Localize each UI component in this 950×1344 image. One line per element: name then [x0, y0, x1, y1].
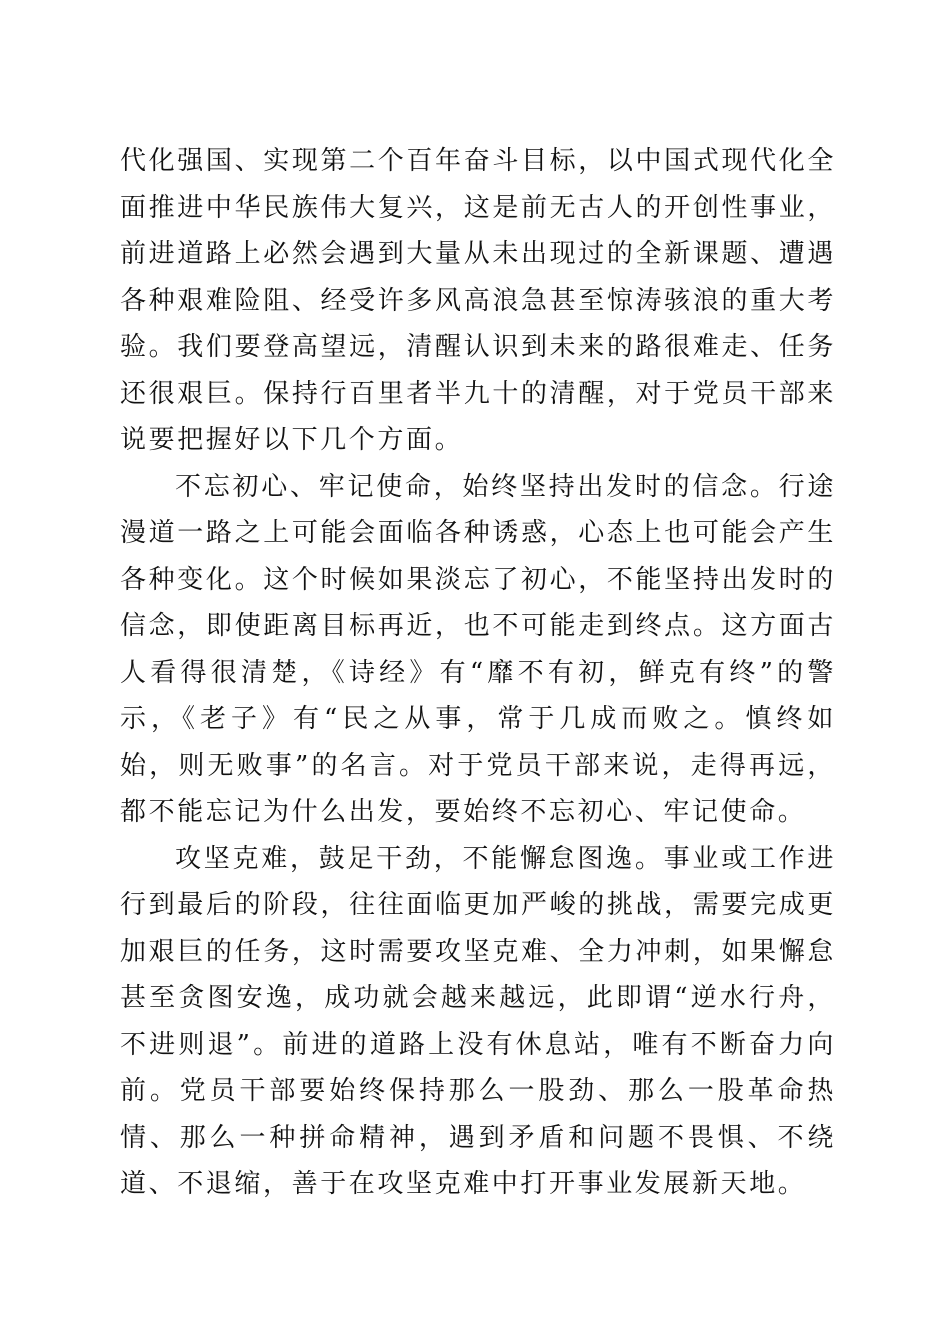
paragraph-2: 不忘初心、牢记使命，始终坚持出发时的信念。行途漫道一路之上可能会面临各种诱惑，心态上也可能会产生各种变化。这个时候如果淡忘了初心，不能坚持出发时的信念，即使距离目标再近，也不可能走到终点。这方面古人看得很清楚，《诗经》有“靡不有初，鲜克有终”的警示，《老子》有“民之从事，常于几成而败之。慎终如始，则无败事”的名言。对于党员干部来说，走得再远，都不能忘记为什么出发，要始终不忘初心、牢记使命。	[120, 471, 836, 827]
paragraph-3: 攻坚克难，鼓足干劲，不能懈怠图逸。事业或工作进行到最后的阶段，往往面临更加严峻的挑战，需要完成更加艰巨的任务，这时需要攻坚克难、全力冲刺，如果懈怠甚至贪图安逸，成功就会越来越远，此即谓“逆水行舟，不进则退”。前进的道路上没有休息站，唯有不断奋力向前。党员干部要始终保持那么一股劲、那么一股革命热情、那么一种拼命精神，遇到矛盾和问题不畏惧、不绕道、不退缩，善于在攻坚克难中打开事业发展新天地。	[120, 843, 836, 1199]
body-text	[120, 138, 836, 1208]
paragraph-1: 代化强国、实现第二个百年奋斗目标，以中国式现代化全面推进中华民族伟大复兴，这是前无古人的开创性事业，前进道路上必然会遇到大量从未出现过的全新课题、遭遇各种艰难险阻、经受许多风高浪急甚至惊涛骇浪的重大考验。我们要登高望远，清醒认识到未来的路很难走、任务还很艰巨。保持行百里者半九十的清醒，对于党员干部来说要把握好以下几个方面。	[120, 146, 836, 455]
